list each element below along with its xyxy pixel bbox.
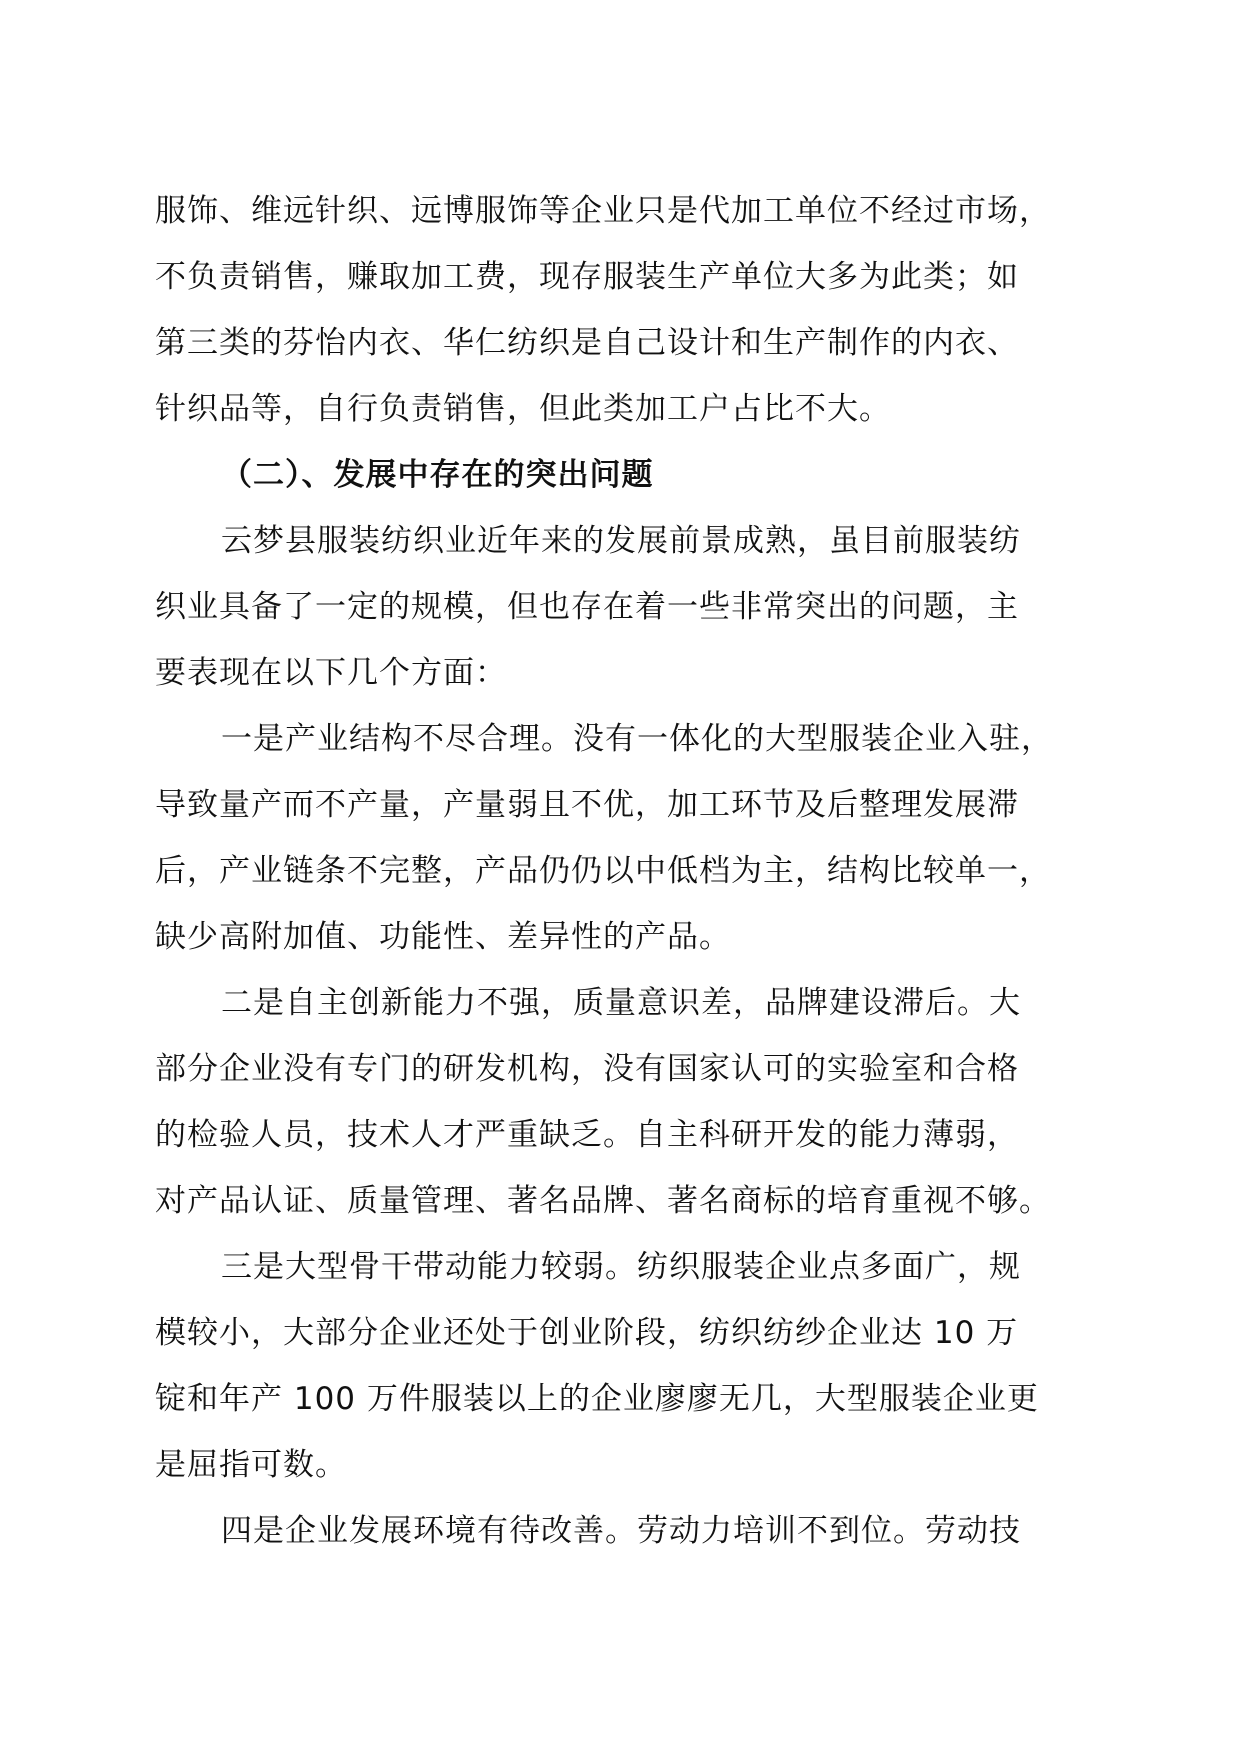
paragraph-line: 的检验人员，技术人才严重缺乏。自主科研开发的能力薄弱，	[155, 1117, 1019, 1153]
paragraph-line: 织业具备了一定的规模，但也存在着一些非常突出的问题，主	[155, 589, 1019, 625]
paragraph-first-line: 一是产业结构不尽合理。没有一体化的大型服装企业入驻，	[221, 721, 1053, 757]
paragraph-line: 服饰、维远针织、远博服饰等企业只是代加工单位不经过市场，	[155, 193, 1051, 229]
paragraph-line: 导致量产而不产量，产量弱且不优，加工环节及后整理发展滞	[155, 787, 1019, 823]
paragraph-first-line: 二是自主创新能力不强，质量意识差，品牌建设滞后。大	[221, 985, 1021, 1021]
paragraph-line: 缺少高附加值、功能性、差异性的产品。	[155, 919, 731, 955]
section-heading: （二）、发展中存在的突出问题	[221, 457, 654, 493]
paragraph-line: 后，产业链条不完整，产品仍仍以中低档为主，结构比较单一，	[155, 853, 1051, 889]
paragraph-first-line: 四是企业发展环境有待改善。劳动力培训不到位。劳动技	[221, 1513, 1021, 1549]
paragraph-line: 针织品等，自行负责销售，但此类加工户占比不大。	[155, 391, 891, 427]
paragraph-line: 锭和年产 100 万件服装以上的企业廖廖无几，大型服装企业更	[155, 1381, 1039, 1417]
paragraph-line: 模较小，大部分企业还处于创业阶段，纺织纺纱企业达 10 万	[155, 1315, 1019, 1351]
paragraph-line: 是屈指可数。	[155, 1447, 347, 1483]
paragraph-line: 第三类的芬怡内衣、华仁纺织是自己设计和生产制作的内衣、	[155, 325, 1019, 361]
document-body	[155, 178, 1115, 1564]
paragraph-first-line: 云梦县服装纺织业近年来的发展前景成熟，虽目前服装纺	[221, 523, 1021, 559]
paragraph-line: 对产品认证、质量管理、著名品牌、著名商标的培育重视不够。	[155, 1183, 1051, 1219]
paragraph-line: 部分企业没有专门的研发机构，没有国家认可的实验室和合格	[155, 1051, 1019, 1087]
paragraph-line: 要表现在以下几个方面：	[155, 655, 507, 691]
paragraph-first-line: 三是大型骨干带动能力较弱。纺织服装企业点多面广，规	[221, 1249, 1021, 1285]
paragraph-line: 不负责销售，赚取加工费，现存服装生产单位大多为此类；如	[155, 259, 1019, 295]
